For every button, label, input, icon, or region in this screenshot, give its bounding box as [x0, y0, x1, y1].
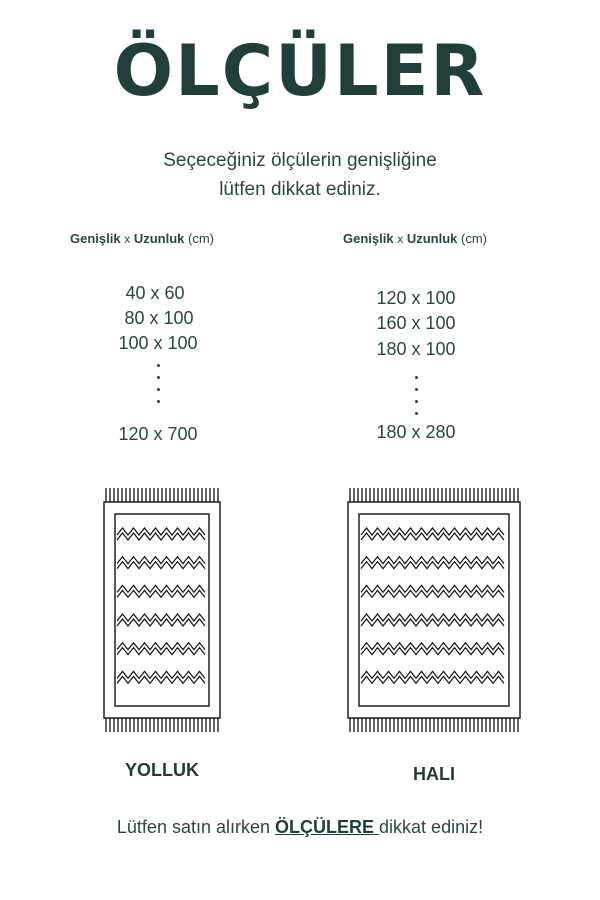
size-item: 100 x 100	[118, 333, 198, 353]
subtitle-line-1: Seçeceğiniz ölçülerin genişliğine	[163, 150, 437, 171]
product-label-runner: YOLLUK	[125, 760, 199, 780]
size-item: 120 x 100	[376, 288, 456, 308]
length-label: Uzunluk	[406, 231, 458, 246]
times-sign: x	[124, 232, 131, 246]
footer-text-after: dikkat ediniz!	[379, 817, 484, 837]
size-item: 160 x 100	[376, 313, 456, 333]
length-label: Uzunluk	[133, 231, 185, 246]
width-label: Genişlik	[343, 231, 394, 246]
subtitle-line-2: lütfen dikkat ediniz.	[219, 179, 381, 200]
width-label: Genişlik	[70, 231, 121, 246]
product-label-carpet: HALI	[413, 764, 455, 784]
footer-text-before: Lütfen satın alırken	[116, 817, 276, 837]
unit-label: (cm)	[461, 231, 488, 246]
times-sign: x	[397, 232, 404, 246]
size-item-last: 120 x 700	[118, 424, 198, 444]
size-item: 40 x 60	[125, 283, 185, 303]
column-header-right	[343, 231, 487, 246]
size-item: 180 x 100	[376, 339, 456, 359]
footer-highlight: ÖLÇÜLERE	[275, 817, 380, 837]
ellipsis-dots	[108, 356, 208, 414]
carpet-illustration	[344, 488, 524, 732]
footer-note	[0, 817, 600, 838]
subtitle	[0, 146, 600, 204]
column-header-left	[70, 231, 214, 246]
size-list-right	[366, 286, 466, 445]
size-item-last: 180 x 280	[376, 422, 456, 442]
size-item: 80 x 100	[124, 308, 194, 328]
runner-rug-illustration	[100, 488, 224, 732]
ellipsis-dots	[366, 362, 466, 420]
unit-label: (cm)	[188, 231, 215, 246]
page-title: ÖLÇÜLER	[113, 30, 487, 112]
size-list-left	[108, 281, 208, 447]
